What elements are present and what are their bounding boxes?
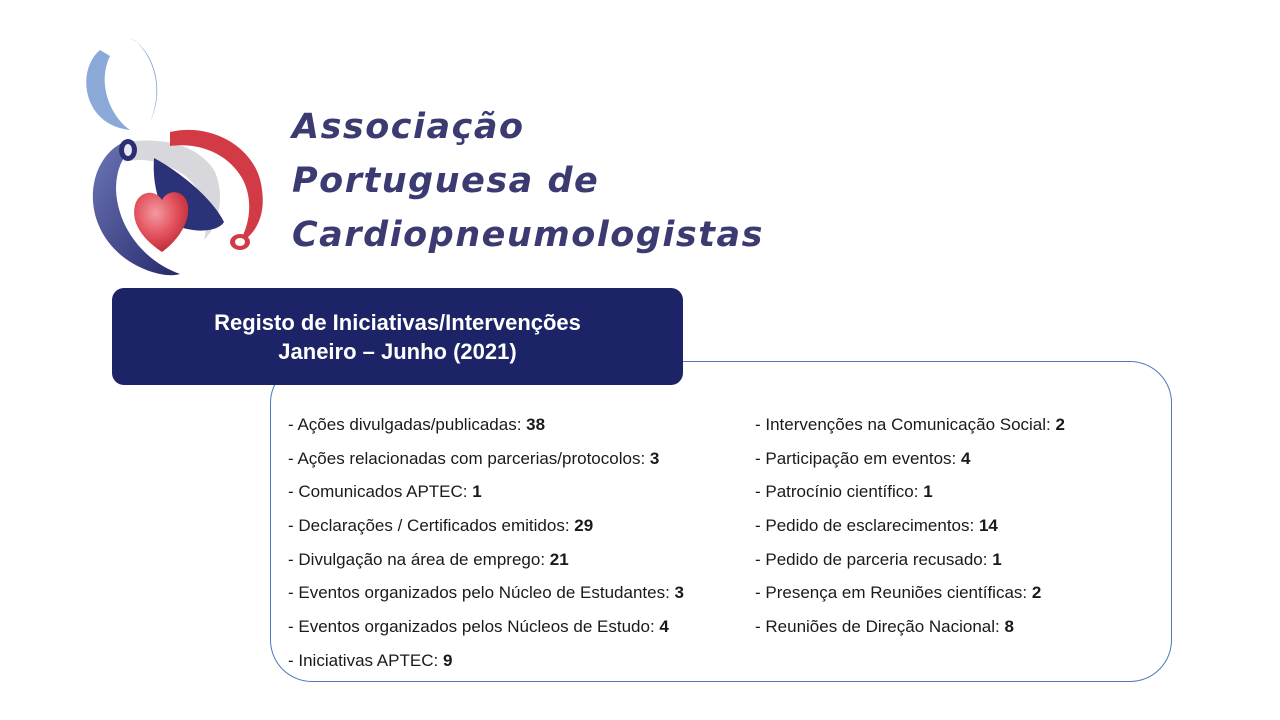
item-value: 8 [1004,617,1014,637]
item-label: - Ações relacionadas com parcerias/protocolos: [288,448,650,468]
organization-name [292,100,764,262]
list-item [755,442,1065,476]
list-item [288,475,684,509]
item-label: - Eventos organizados pelo Núcleo de Estudantes: [288,583,675,603]
list-item [288,610,684,644]
logo-heart [134,192,188,252]
report-period: Janeiro – Junho (2021) [278,338,517,364]
item-label: - Comunicados APTEC: [288,482,473,502]
list-item [288,442,684,476]
list-item [755,509,1065,543]
logo-blue-arc-upper [130,38,157,122]
item-label: - Patrocínio científico: [755,482,924,502]
item-value: 1 [992,549,1002,569]
item-label: - Reuniões de Direção Nacional: [755,617,1005,637]
list-item [288,576,684,610]
item-value: 4 [960,448,971,468]
list-item [755,408,1065,442]
organization-name-line-1: Associação [292,107,525,147]
list-item [755,610,1065,644]
item-label: - Ações divulgadas/publicadas: [288,415,527,434]
organization-name-line-2: Portuguesa de [292,161,600,201]
statistics-list-left [288,408,684,678]
list-item [755,576,1065,610]
item-label: - Presença em Reuniões científicas: [755,583,1032,603]
list-item [288,644,684,678]
item-label: - Intervenções na Comunicação Social: [755,415,1056,434]
item-label: - Declarações / Certificados emitidos: [288,516,575,536]
item-label: - Participação em eventos: [755,448,961,468]
item-label: - Eventos organizados pelos Núcleos de Estudo: [288,617,660,637]
statistics-list-right [755,408,1065,644]
item-value: 1 [472,482,482,502]
item-value: 3 [674,583,684,603]
report-title-banner [112,288,683,385]
item-label: - Pedido de parceria recusado: [755,549,993,569]
item-label: - Divulgação na área de emprego: [288,549,550,569]
item-value: 3 [649,448,660,468]
item-value: 2 [1031,583,1042,603]
list-item [288,408,684,442]
report-title: Registo de Iniciativas/Intervenções [214,309,581,335]
organization-name-line-3: Cardiopneumologistas [292,215,764,255]
item-value: 21 [549,549,569,569]
item-value: 1 [923,482,933,502]
item-value: 29 [574,516,594,536]
list-item [288,509,684,543]
item-value: 14 [978,516,998,536]
aptec-logo [72,30,272,282]
item-value: 4 [659,617,669,637]
item-value: 9 [442,650,453,670]
logo-blue-arc [86,50,130,130]
item-value: 2 [1055,415,1065,434]
list-item [288,543,684,577]
item-label: - Iniciativas APTEC: [288,650,443,670]
item-value: 38 [526,415,546,434]
list-item [755,475,1065,509]
list-item [755,543,1065,577]
item-label: - Pedido de esclarecimentos: [755,516,979,536]
